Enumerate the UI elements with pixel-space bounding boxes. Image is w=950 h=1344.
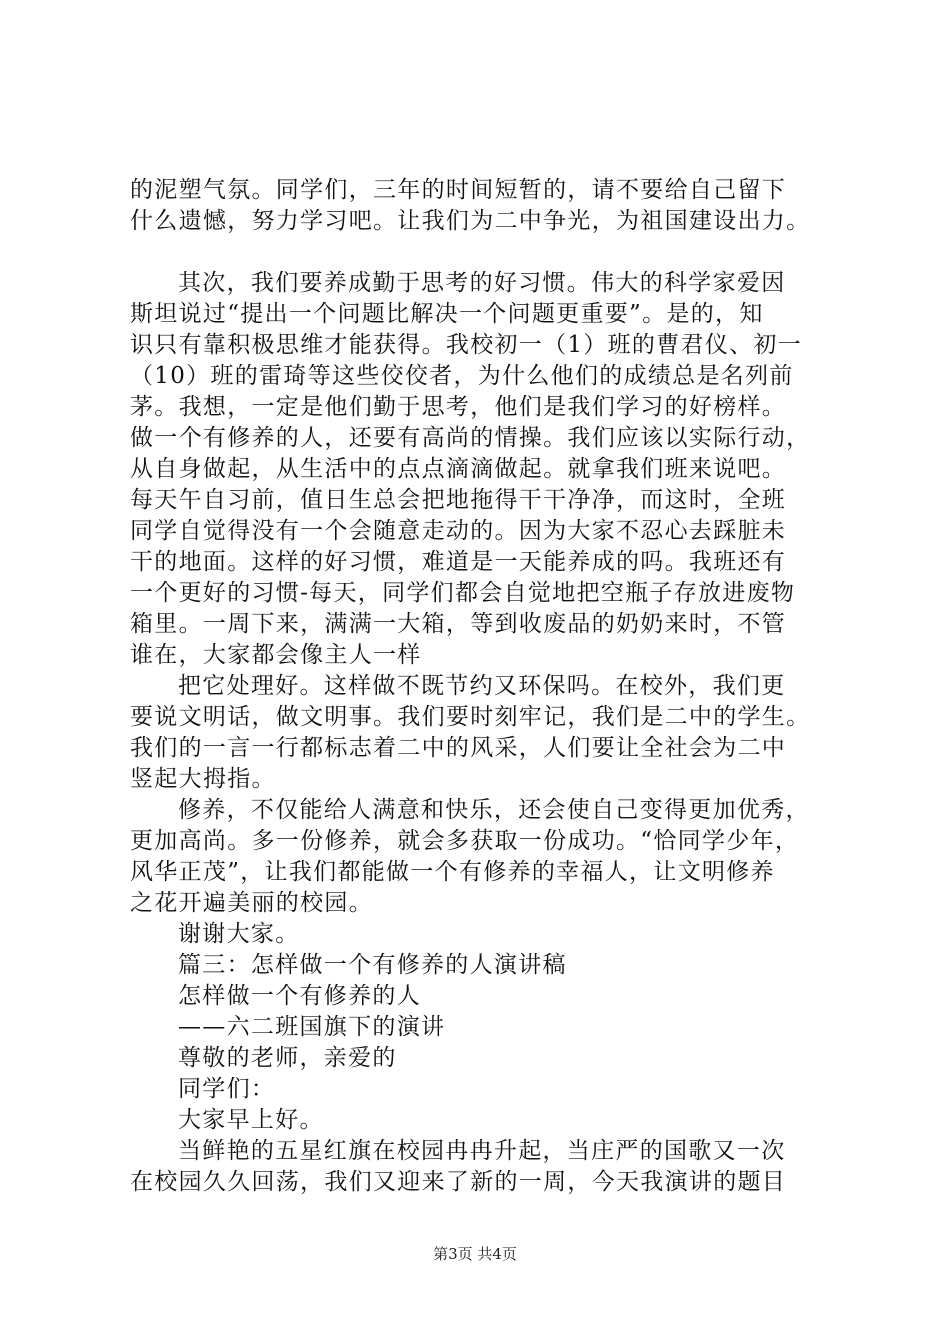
speech-title: 怎样做一个有修养的人 bbox=[178, 983, 421, 1009]
blank-line bbox=[130, 237, 830, 268]
text-line: 识只有靠积极思维才能获得。我校初一（1）班的曹君仪、初一 bbox=[130, 332, 803, 358]
page-footer: 第3页 共4页 bbox=[433, 1245, 517, 1263]
paragraph-start: 其次，我们要养成勤于思考的好习惯。伟大的科学家爱因 bbox=[178, 270, 786, 296]
text-line: 竖起大拇指。 bbox=[130, 766, 276, 792]
text-line: 谁在，大家都会像主人一样 bbox=[130, 642, 422, 668]
text-line: 要说文明话，做文明事。我们要时刻牢记，我们是二中的学生。 bbox=[130, 704, 811, 730]
speech-subtitle: ——六二班国旗下的演讲 bbox=[178, 1014, 446, 1040]
body-text bbox=[130, 175, 830, 1198]
section-heading: 篇三：怎样做一个有修养的人演讲稿 bbox=[178, 952, 567, 978]
text-line: 更加高尚。多一份修养，就会多获取一份成功。“恰同学少年， bbox=[130, 828, 800, 854]
text-line: 的泥塑气氛。同学们，三年的时间短暂的，请不要给自己留下 bbox=[130, 177, 787, 203]
text-line: 风华正茂”，让我们都能做一个有修养的幸福人，让文明修养 bbox=[130, 859, 775, 885]
text-line: 每天午自习前，值日生总会把地拖得干干净净，而这时，全班 bbox=[130, 487, 787, 513]
text-line: 同学自觉得没有一个会随意走动的。因为大家不忍心去踩脏未 bbox=[130, 518, 787, 544]
greeting-line: 大家早上好。 bbox=[178, 1107, 324, 1133]
text-line: 在校园久久回荡，我们又迎来了新的一周，今天我演讲的题目 bbox=[130, 1169, 787, 1195]
text-line: （10）班的雷琦等这些佼佼者，为什么他们的成绩总是名列前 bbox=[130, 363, 794, 389]
text-line: 从自身做起，从生活中的点点滴滴做起。就拿我们班来说吧。 bbox=[130, 456, 787, 482]
text-line: 我们的一言一行都标志着二中的风采，人们要让全社会为二中 bbox=[130, 735, 787, 761]
text-line: 之花开遍美丽的校园。 bbox=[130, 890, 373, 916]
salutation-line: 尊敬的老师，亲爱的 bbox=[178, 1045, 397, 1071]
paragraph-start: 把它处理好。这样做不既节约又环保吗。在校外，我们更 bbox=[178, 673, 786, 699]
text-line: 一个更好的习惯-每天，同学们都会自觉地把空瓶子存放进废物 bbox=[130, 580, 796, 606]
text-line: 什么遗憾，努力学习吧。让我们为二中争光，为祖国建设出力。 bbox=[130, 208, 811, 234]
text-line: 箱里。一周下来，满满一大箱，等到收废品的奶奶来时，不管 bbox=[130, 611, 787, 637]
paragraph-start: 修养，不仅能给人满意和快乐，还会使自己变得更加优秀， bbox=[178, 797, 810, 823]
text-line: 茅。我想，一定是他们勤于思考，他们是我们学习的好榜样。 bbox=[130, 394, 787, 420]
text-line: 干的地面。这样的好习惯，难道是一天能养成的吗。我班还有 bbox=[130, 549, 787, 575]
closing-line: 谢谢大家。 bbox=[178, 921, 300, 947]
text-line: 斯坦说过“提出一个问题比解决一个问题更重要”。是的，知 bbox=[130, 301, 764, 327]
text-line: 做一个有修养的人，还要有高尚的情操。我们应该以实际行动， bbox=[130, 425, 811, 451]
paragraph-start: 当鲜艳的五星红旗在校园冉冉升起，当庄严的国歌又一次 bbox=[178, 1138, 786, 1164]
salutation-line: 同学们： bbox=[178, 1076, 276, 1102]
